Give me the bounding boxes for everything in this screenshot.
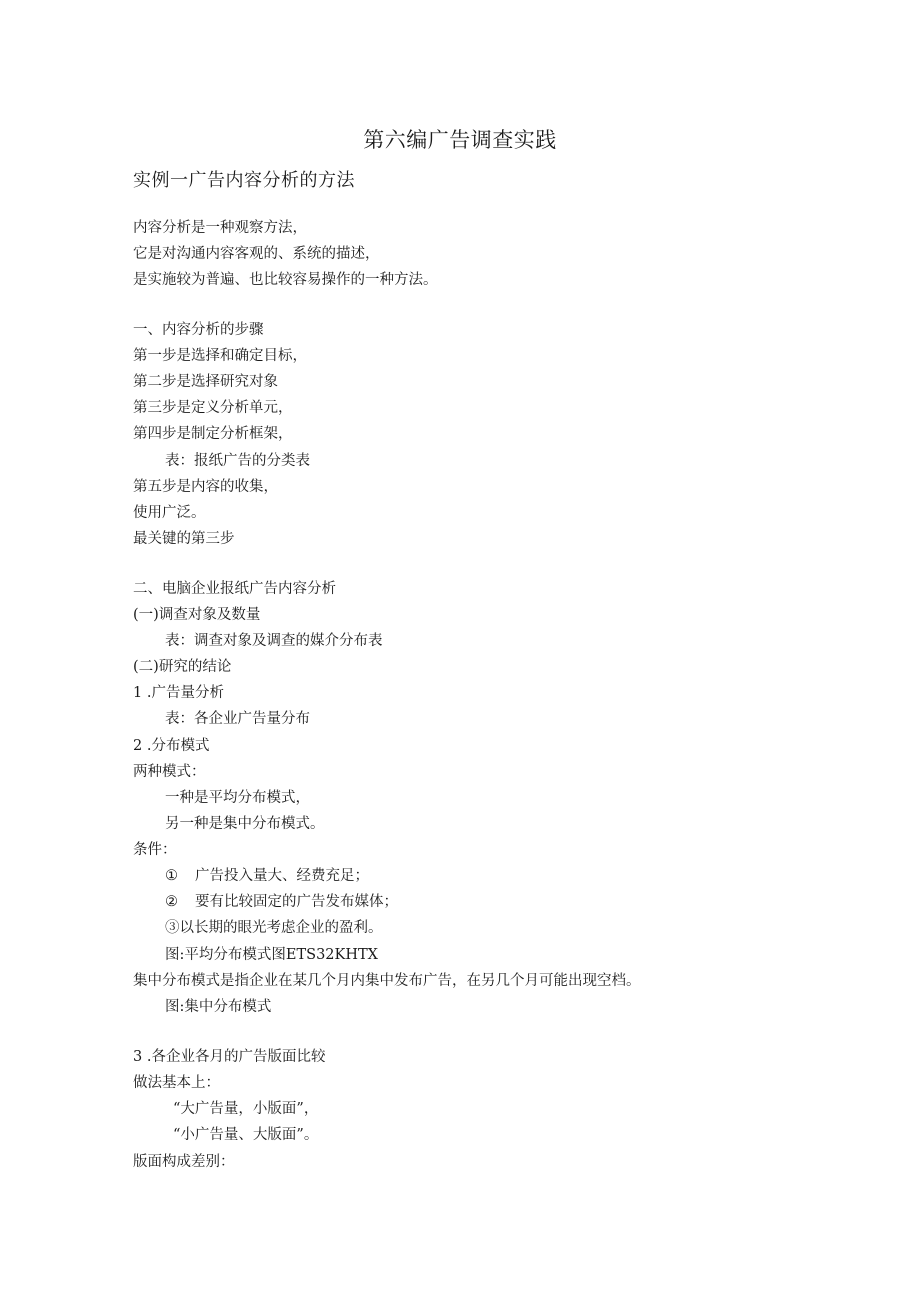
intro-line-1: 内容分析是一种观察方法， [133,220,307,236]
item-3: 3 .各企业各月的广告版面比较 [133,1049,326,1065]
step-5: 第五步是内容的收集， [133,479,278,495]
concentrated-description: 集中分布模式是指企业在某几个月内集中发布广告，在另几个月可能出现空档。 [133,973,641,989]
subsection-1: (一)调查对象及数量 [133,607,261,623]
intro-line-3: 是实施较为普遍、也比较容易操作的一种方法。 [133,272,438,288]
table-note-volume: 表：各企业广告量分布 [165,711,310,727]
figure-note-concentrated: 图:集中分布模式 [165,999,272,1015]
condition-3: ③以长期的眼光考虑企业的盈利。 [165,920,383,936]
usage-line: 使用广泛。 [133,505,206,521]
page-title: 第六编广告调查实践 [363,128,557,152]
mode-average: 一种是平均分布模式， [165,790,310,806]
condition-2 [165,892,398,912]
practice-line: 做法基本上： [133,1075,220,1091]
key-step-line: 最关键的第三步 [133,531,235,547]
condition-1-text: 广告投入量大、经费充足； [195,868,369,884]
condition-2-number: ② [165,894,178,910]
step-1: 第一步是选择和确定目标， [133,348,307,364]
step-3: 第三步是定义分析单元， [133,400,293,416]
step-4: 第四步是制定分析框架， [133,426,293,442]
section-subtitle: 实例一广告内容分析的方法 [133,170,355,191]
layout-difference-line: 版面构成差别： [133,1154,235,1170]
section2-heading: 二、电脑企业报纸广告内容分析 [133,581,336,597]
condition-1-number: ① [165,868,178,884]
table-note-classification: 表：报纸广告的分类表 [165,453,310,469]
section1-heading: 一、内容分析的步骤 [133,322,264,338]
item-2: 2 .分布模式 [133,738,210,754]
quote-2: “小广告量、大版面”。 [173,1127,319,1143]
table-note-media: 表：调查对象及调查的媒介分布表 [165,633,383,649]
subsection-2: (二)研究的结论 [133,659,232,675]
step-2: 第二步是选择研究对象 [133,374,278,390]
mode-concentrated: 另一种是集中分布模式。 [165,816,325,832]
conditions-label: 条件： [133,842,177,858]
figure-note-average: 图:平均分布模式图ETS32KHTX [165,947,378,963]
condition-2-text: 要有比较固定的广告发布媒体； [195,894,398,910]
condition-1 [165,866,369,886]
two-modes-line: 两种模式： [133,764,206,780]
intro-line-2: 它是对沟通内容客观的、系统的描述， [133,246,380,262]
item-1: 1 .广告量分析 [133,685,224,701]
quote-1: “大广告量，小版面”， [173,1101,319,1117]
